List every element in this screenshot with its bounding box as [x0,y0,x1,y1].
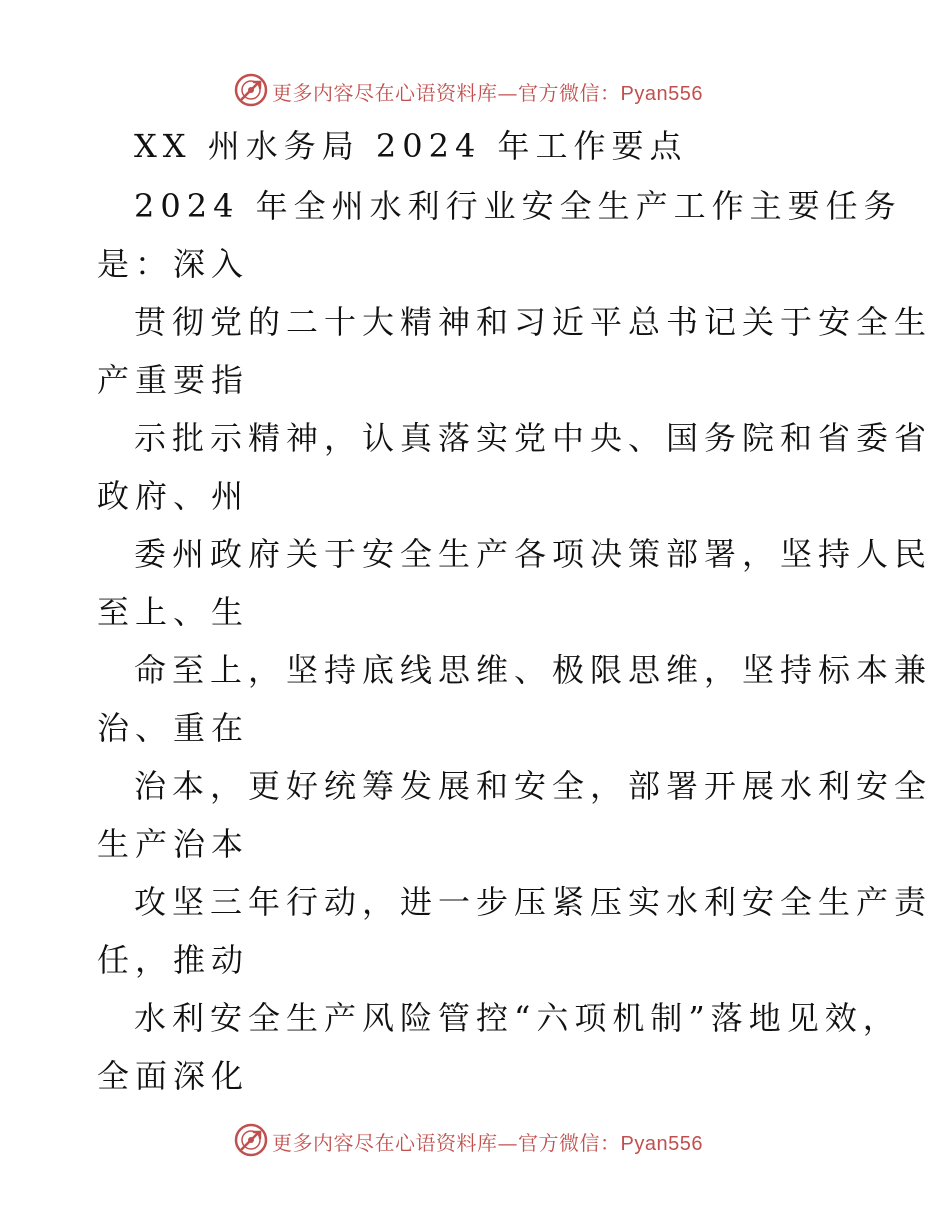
paragraph-line: 水利安全生产风险管控“六项机制”落地见效， [134,999,901,1037]
banner-separator: — [497,81,518,105]
header-banner [0,70,950,110]
document-title: XX 州水务局 2024 年工作要点 [134,127,688,165]
paragraph-line: 治本，更好统筹发展和安全，部署开展水利安全 [134,767,933,805]
banner-text: 更多内容尽在心语资料库 [272,1131,498,1155]
paragraph-line: 生产治本 [97,825,250,863]
paragraph-line: 命至上，坚持底线思维、极限思维，坚持标本兼 [134,651,933,689]
paragraph-line: 全面深化 [97,1057,250,1095]
paragraph-line: 是：深入 [97,245,250,283]
banner-wechat: 官方微信：Pyan556 [518,1133,703,1155]
seal-logo-icon [234,1123,268,1157]
banner-text: 更多内容尽在心语资料库 [272,81,498,105]
paragraph-line: 贯彻党的二十大精神和习近平总书记关于安全生 [134,303,933,341]
paragraph-line: 2024 年全州水利行业安全生产工作主要任务 [134,187,902,225]
paragraph-line: 政府、州 [97,477,250,515]
banner-wechat: 官方微信：Pyan556 [518,83,703,105]
paragraph-line: 产重要指 [97,361,250,399]
paragraph-line: 示批示精神，认真落实党中央、国务院和省委省 [134,419,933,457]
paragraph-line: 攻坚三年行动，进一步压紧压实水利安全生产责 [134,883,933,921]
paragraph-line: 至上、生 [97,593,250,631]
seal-logo-icon [234,73,268,107]
paragraph-line: 委州政府关于安全生产各项决策部署，坚持人民 [134,535,933,573]
paragraph-line: 治、重在 [97,709,250,747]
paragraph-line: 任，推动 [97,941,250,979]
banner-separator: — [497,1131,518,1155]
footer-banner [0,1120,950,1160]
